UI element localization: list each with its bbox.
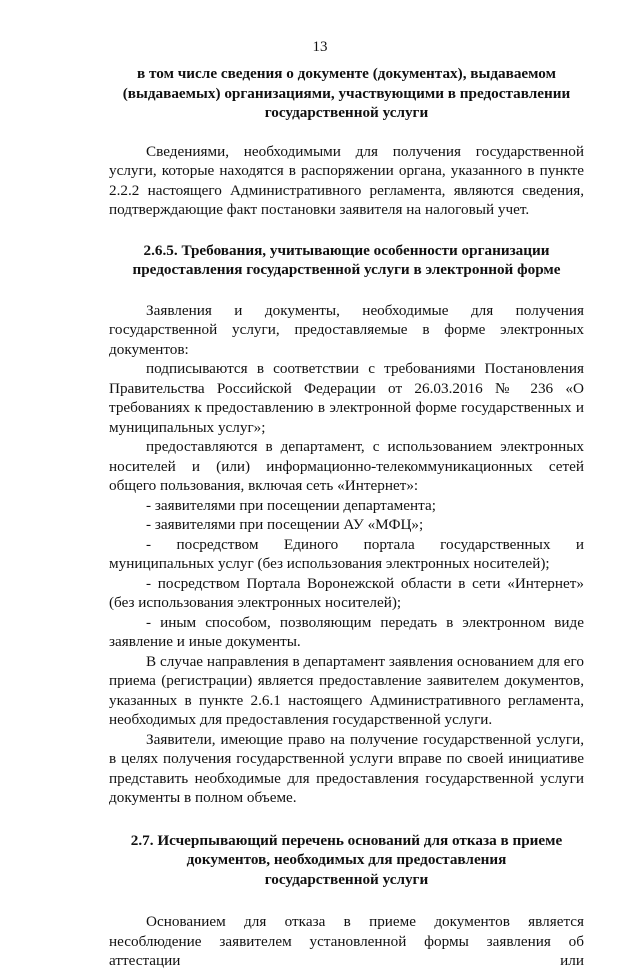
spacer xyxy=(109,280,584,301)
section-2-7-heading xyxy=(109,831,584,890)
spacer xyxy=(109,889,584,912)
intro-heading-line-2: (выдаваемых) организациями, участвующими в предоставлении xyxy=(122,84,571,102)
section-2-7-heading-line-3: государственной услуги xyxy=(264,870,429,888)
section-2-7-paragraph-1: Основанием для отказа в приеме документов является несоблюдение заявителем установленной формы заявления об аттестации или xyxy=(109,913,584,969)
list-item-unified-portal: - посредством Единого портала государственных и муниципальных услуг (без использования электронных носителей); xyxy=(109,535,584,572)
list-item-department: - заявителями при посещении департамента; xyxy=(146,496,436,514)
list-item-other-method: - иным способом, позволяющим передать в электронном виде заявление и иные документы. xyxy=(109,613,584,650)
list-item-voronezh-portal: - посредством Портала Воронежской области в сети «Интернет» (без использования электронных носителей); xyxy=(109,574,584,611)
intro-heading xyxy=(109,64,584,123)
section-2-6-5-heading-line-1: 2.6.5. Требования, учитывающие особенности организации xyxy=(143,241,550,259)
list-item-mfc: - заявителями при посещении АУ «МФЦ»; xyxy=(146,516,424,533)
section-2-6-5-paragraph-3: предоставляются в департамент, с использованием электронных носителей и (или) информационно-телекоммуникационных сетей общего пользования, включая сеть «Интернет»: xyxy=(109,438,584,494)
page-content xyxy=(109,64,584,971)
section-2-6-5-paragraph-5: Заявители, имеющие право на получение государственной услуги, в целях получения государственной услуги вправе по своей инициативе представить необходимые для предоставления государственной услуги документы в полном объеме. xyxy=(109,730,584,806)
intro-heading-line-1: в том числе сведения о документе (документах), выдаваемом xyxy=(137,65,556,82)
intro-heading-line-3: государственной услуги xyxy=(264,104,429,121)
intro-paragraph: Сведениями, необходимыми для получения государственной услуги, которые находятся в распоряжении органа, указанного в пункте 2.2.2 настоящего Административного регламента, являются сведения, подтверждающие факт постановки заявителя на налоговый учет. xyxy=(109,142,584,218)
section-2-6-5-heading-line-2: предоставления государственной услуги в электронной форме xyxy=(132,261,561,278)
section-2-6-5-paragraph-4: В случае направления в департамент заявления основанием для его приема (регистрации) является предоставление заявителем документов, указанных в пункте 2.6.1 настоящего Административного регламента, необходимых для предоставления государственной услуги. xyxy=(109,652,584,728)
section-2-6-5-heading xyxy=(109,241,584,280)
spacer xyxy=(109,123,584,142)
page-number: 13 xyxy=(312,39,328,55)
section-2-7-heading-line-2: документов, необходимых для предоставления xyxy=(186,851,507,868)
spacer xyxy=(109,220,584,241)
section-2-6-5-paragraph-1: Заявления и документы, необходимые для получения государственной услуги, предоставляемые в форме электронных документов: xyxy=(109,301,584,358)
spacer xyxy=(109,808,584,831)
section-2-6-5-paragraph-2: подписываются в соответствии с требованиями Постановления Правительства Российской Федерации от 26.03.2016 № 236 «О требованиях к предоставлению в электронной форме государственных и муниципальных услуг»; xyxy=(109,360,584,436)
section-2-7-heading-line-1: 2.7. Исчерпывающий перечень оснований для отказа в приеме xyxy=(130,831,563,849)
